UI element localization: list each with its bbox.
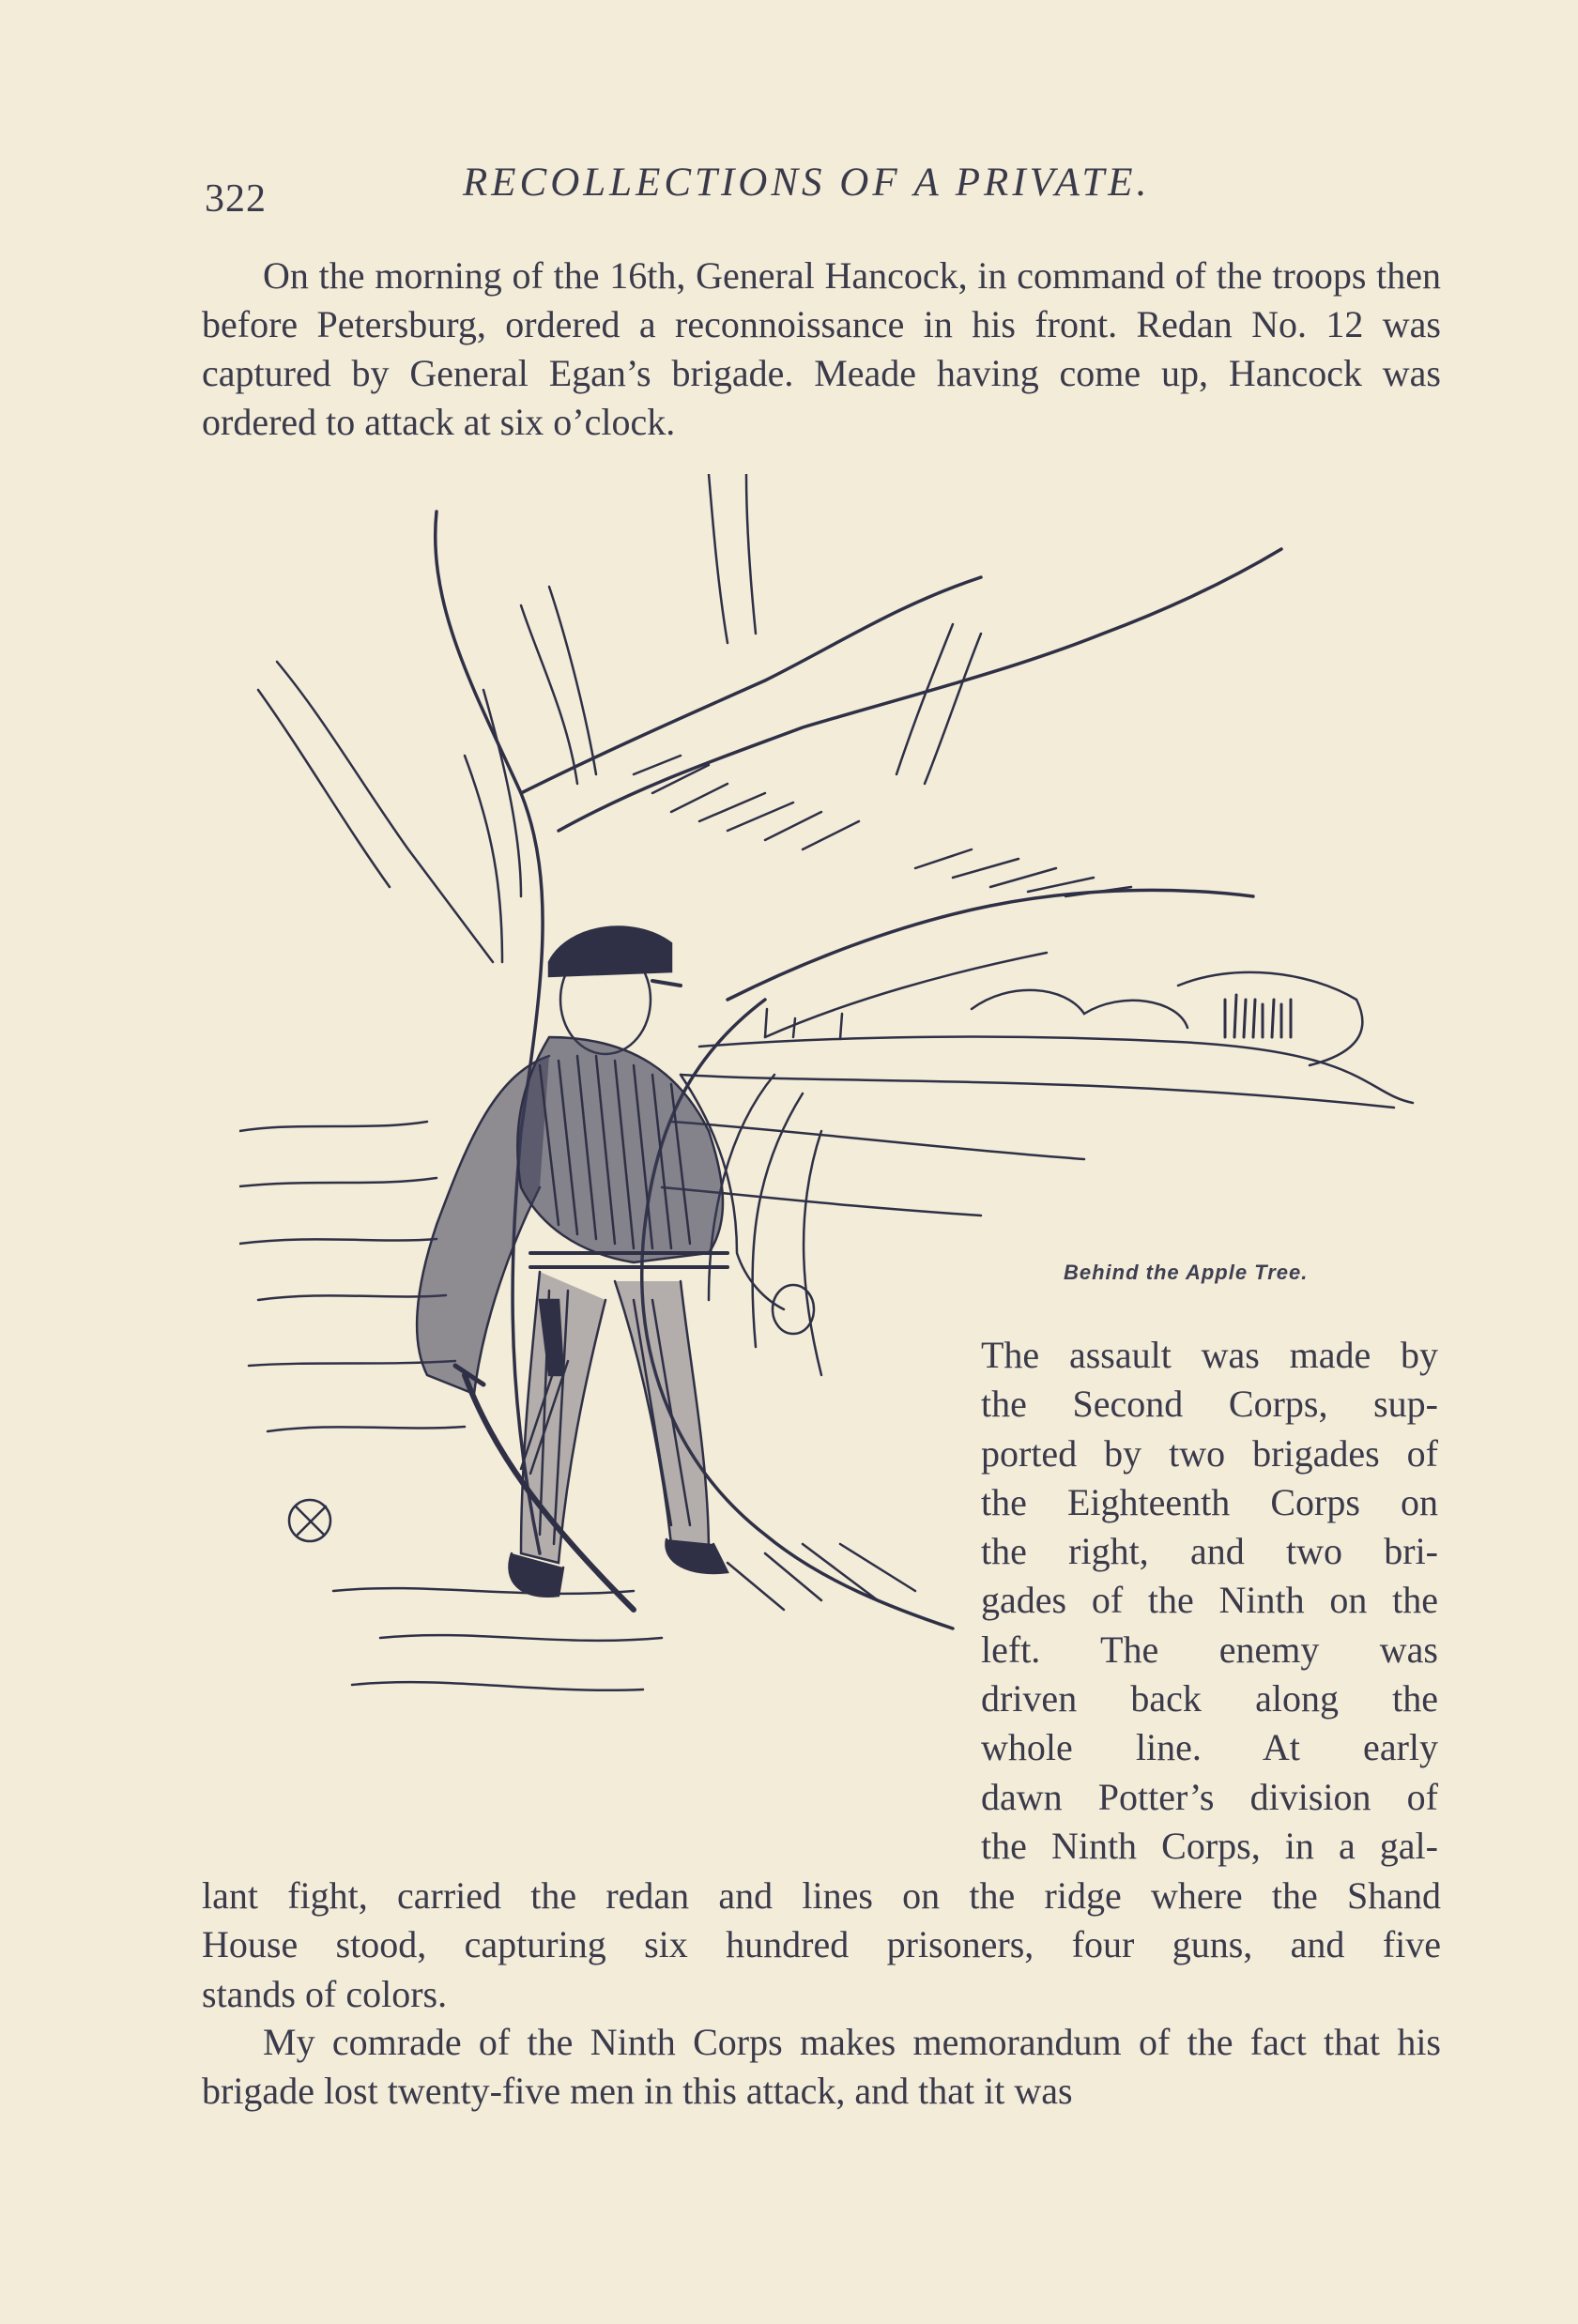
soldier-coat <box>517 1037 723 1262</box>
text-line: the Second Corps, sup- <box>981 1383 1438 1426</box>
text-line: whole line. At early <box>981 1726 1438 1769</box>
soldier-boot-right <box>666 1539 728 1573</box>
page-number: 322 <box>205 177 267 221</box>
branch-stub <box>709 474 756 643</box>
paragraph-2-wrapped <box>981 1331 1438 1871</box>
paragraph-1: On the morning of the 16th, General Hancock, in command of the troops then before Petersburg, ordered a reconnoissance in his front. Redan No. 12 was captured by General Egan’s brigade. Meade having come up, Hancock was ordered to attack at six o’clock. <box>202 254 1441 443</box>
text-line: gades of the Ninth on the <box>981 1579 1438 1622</box>
illustration-caption: Behind the Apple Tree. <box>1064 1261 1309 1284</box>
running-head: RECOLLECTIONS OF A PRIVATE. <box>463 161 1151 205</box>
branch-lower <box>728 890 1253 1000</box>
soldier-cap <box>549 927 671 976</box>
text-line: left. The enemy was <box>981 1628 1438 1671</box>
branch-upper <box>521 577 981 793</box>
text-line: dawn Potter’s division of <box>981 1775 1438 1818</box>
branch-left <box>277 662 493 962</box>
text-line: ported by two brigades of <box>981 1431 1438 1475</box>
text-line: the Eighteenth Corps on <box>981 1480 1438 1523</box>
page-header <box>205 160 1437 221</box>
paragraph-3: My comrade of the Ninth Corps makes memorandum of the fact that his brigade lost twenty-five men in this attack, and that it was <box>202 2021 1441 2113</box>
text-line: the right, and two bri- <box>981 1530 1438 1573</box>
paragraph-2-continued <box>202 1872 1441 2019</box>
text-line: lant fight, carried the redan and lines on the ridge where the Shand <box>202 1874 1441 1917</box>
soldier-leg-right <box>615 1281 709 1553</box>
soldier-leg-left <box>521 1272 605 1563</box>
text-line: the Ninth Corps, in a gal- <box>981 1824 1438 1867</box>
distant-treeline <box>972 990 1187 1028</box>
text-line: The assault was made by <box>981 1334 1438 1376</box>
text-line: stands of colors. <box>202 1972 448 2015</box>
tree-trunk-left <box>436 512 543 1553</box>
branch-right <box>559 549 1281 831</box>
text-line: driven back along the <box>981 1677 1438 1720</box>
horizon-line <box>699 1037 1413 1103</box>
text-line: House stood, capturing six hundred prisoners, four guns, and five <box>202 1923 1441 1966</box>
